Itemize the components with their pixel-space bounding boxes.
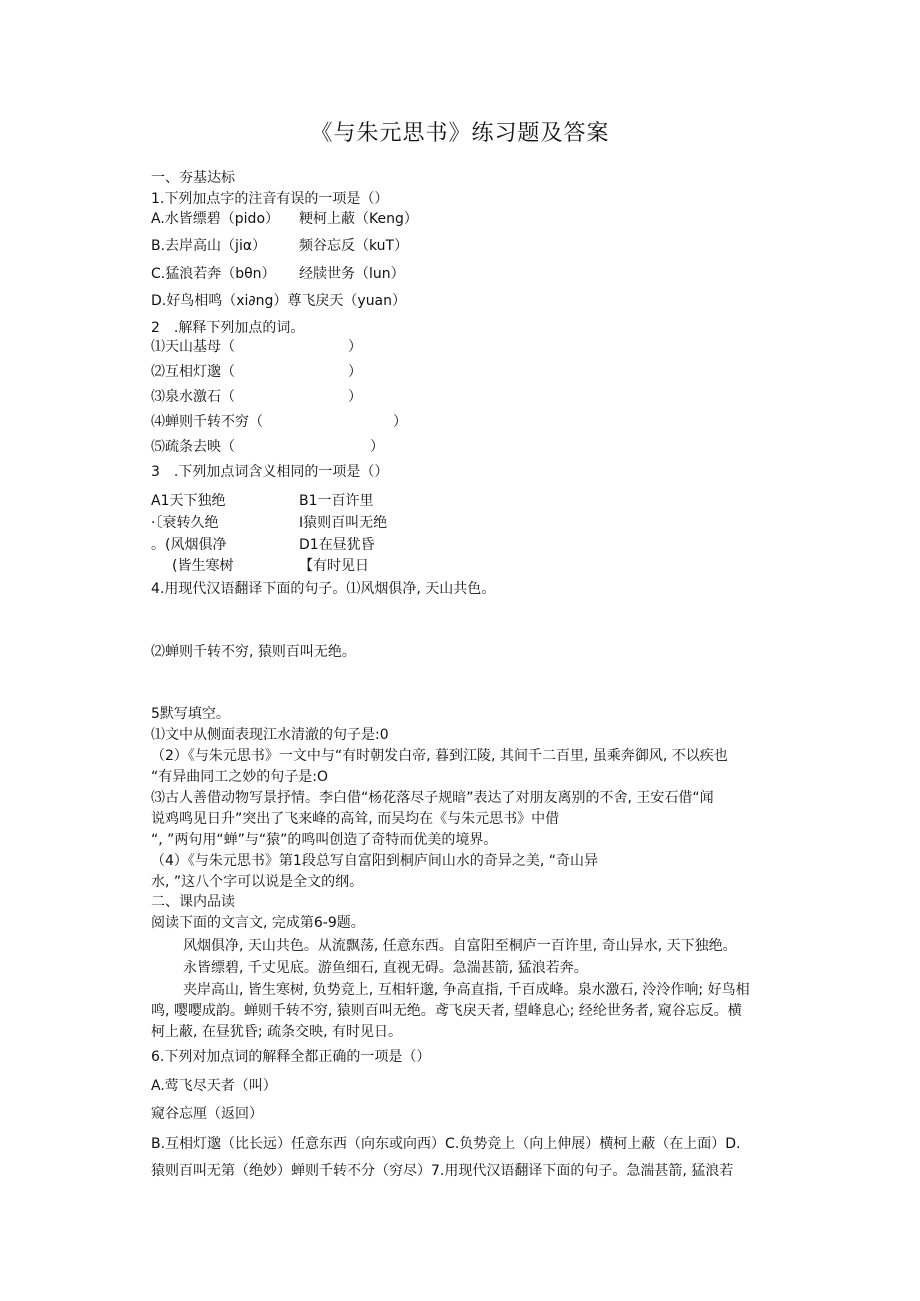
q2-item-3-close: ）: [348, 389, 362, 405]
question-1-stem: 1.下列加点字的注音有误的一项是（）: [151, 191, 389, 207]
question-3-stem: 3 .下列加点词含义相同的一项是（）: [151, 464, 389, 480]
q3-row-1: A1天下独绝: [151, 493, 226, 509]
q5-line-6: “, ”两句用“蝉”与“猿”的鸣叫创造了奇特而优美的境界。: [151, 832, 498, 848]
q5-line-7: （4）《与朱元思书》第1段总写自富阳到桐庐间山水的奇异之美, “奇山异: [151, 853, 598, 869]
q3-row-1-2: B1一百许里: [299, 493, 374, 509]
passage-line-1: 风烟俱净, 天山共色。从流飘荡, 任意东西。自富阳至桐庐一百许里, 奇山异水, 天下独绝。: [183, 938, 737, 954]
q1-option-c-2: 经牍世务（lun）: [299, 266, 405, 282]
q1-option-b-2: 频谷忘反（kuT）: [299, 238, 409, 254]
q1-option-b: B.去岸高山（jiα）: [151, 238, 267, 254]
q3-row-2-2: I猿则百叫无绝: [299, 515, 388, 531]
q5-line-1: ⑴文中从侧面表现江水清澈的句子是:0: [151, 727, 389, 743]
q2-item-5-close: ）: [370, 439, 384, 455]
question-4-stem: 4.用现代汉语翻译下面的句子。⑴风烟俱净, 天山共色。: [151, 581, 496, 597]
q1-option-c: C.猛浪若奔（bθn）: [151, 266, 276, 282]
q3-row-2: ·〔衰转久绝: [151, 515, 219, 531]
question-6-stem: 6.下列对加点词的解释全都正确的一项是（）: [151, 1049, 431, 1065]
passage-line-5: 柯上蔽, 在昼犹昏; 疏条交映, 有时见日。: [151, 1024, 402, 1040]
q6-line-1: A.莺飞尽天者（叫）: [151, 1078, 277, 1094]
q3-row-4-2: 【有时见日: [299, 558, 369, 574]
passage-line-4: 鸣, 嘤嘤成韵。蝉则千转不穷, 猿则百叫无绝。鸢飞戾天者, 望峰息心; 经纶世务者, 窥谷忘反。横: [151, 1003, 742, 1019]
passage-intro: 阅读下面的文言文, 完成第6-9题。: [151, 915, 365, 931]
question-2-stem: 2 .解释下列加点的词。: [151, 320, 305, 336]
q5-line-4: ⑶古人善借动物写景抒情。李白借“杨花落尽子规暗”表达了对朋友离别的不舍, 王安石借“闻: [151, 790, 714, 806]
question-5-stem: 5默写填空。: [151, 706, 230, 722]
q6-line-3: B.互相灯邈（比长远）任意东西（向东或向西）C.负势竞上（向上伸展）横柯上蔽（在上面）D.: [151, 1136, 741, 1152]
q2-item-2: ⑵互相灯邈（: [151, 364, 235, 380]
q2-item-4-close: ）: [393, 414, 407, 430]
q2-item-1: ⑴天山基母（: [151, 339, 235, 355]
question-4-sub2: ⑵蝉则千转不穷, 猿则百叫无绝。: [151, 644, 356, 660]
q1-option-a-2: 粳柯上蔽（Keng）: [299, 211, 418, 227]
section-heading-2: 二、课内品读: [151, 894, 235, 910]
passage-line-2: 永皆缥碧, 千丈见底。游鱼细石, 直视无碍。急湍甚箭, 猛浪若奔。: [183, 960, 588, 976]
page-title: 《与朱元思书》练习题及答案: [310, 121, 610, 146]
q5-line-8: 水, ”这八个字可以说是全文的纲。: [151, 874, 364, 890]
passage-line-3: 夹岸高山, 皆生寒树, 负势竞上, 互相轩邈, 争高直指, 千百成峰。泉水激石, 泠泠作响; 好鸟相: [183, 982, 750, 998]
q2-item-3: ⑶泉水激石（: [151, 389, 235, 405]
q2-item-4: ⑷蝉则千转不穷（: [151, 414, 263, 430]
q5-line-5: 说鸡鸣见日升”突出了飞来峰的高耸, 而吴均在《与朱元思书》中借: [151, 811, 560, 827]
q1-option-d: D.好鸟相鸣（xi∂ng）尊飞戾天（yuan）: [151, 293, 407, 309]
q3-row-3: 。(风烟俱净: [151, 537, 227, 553]
q6-line-4: 猿则百叫无第（绝妙）蝉则千转不分（穷尽）7.用现代汉语翻译下面的句子。急湍甚箭, 猛浪若: [151, 1163, 734, 1179]
q1-option-a: A.水皆缥碧（pido）: [151, 211, 280, 227]
q6-line-2: 窥谷忘厘（返回）: [151, 1106, 263, 1122]
q2-item-2-close: ）: [348, 364, 362, 380]
section-heading-1: 一、夯基达标: [151, 170, 235, 186]
q2-item-5: ⑸疏条去映（: [151, 439, 235, 455]
q5-line-2: （2）《与朱元思书》一文中与“有时朝发白帝, 暮到江陵, 其间千二百里, 虽乘奔御风, 不以疾也: [151, 748, 728, 764]
q3-row-4: (皆生寒树: [172, 558, 234, 574]
q5-line-3: “有异曲同工之妙的句子是:O: [151, 769, 328, 785]
q2-item-1-close: ）: [348, 339, 362, 355]
q3-row-3-2: D1在昼犹昏: [299, 537, 375, 553]
